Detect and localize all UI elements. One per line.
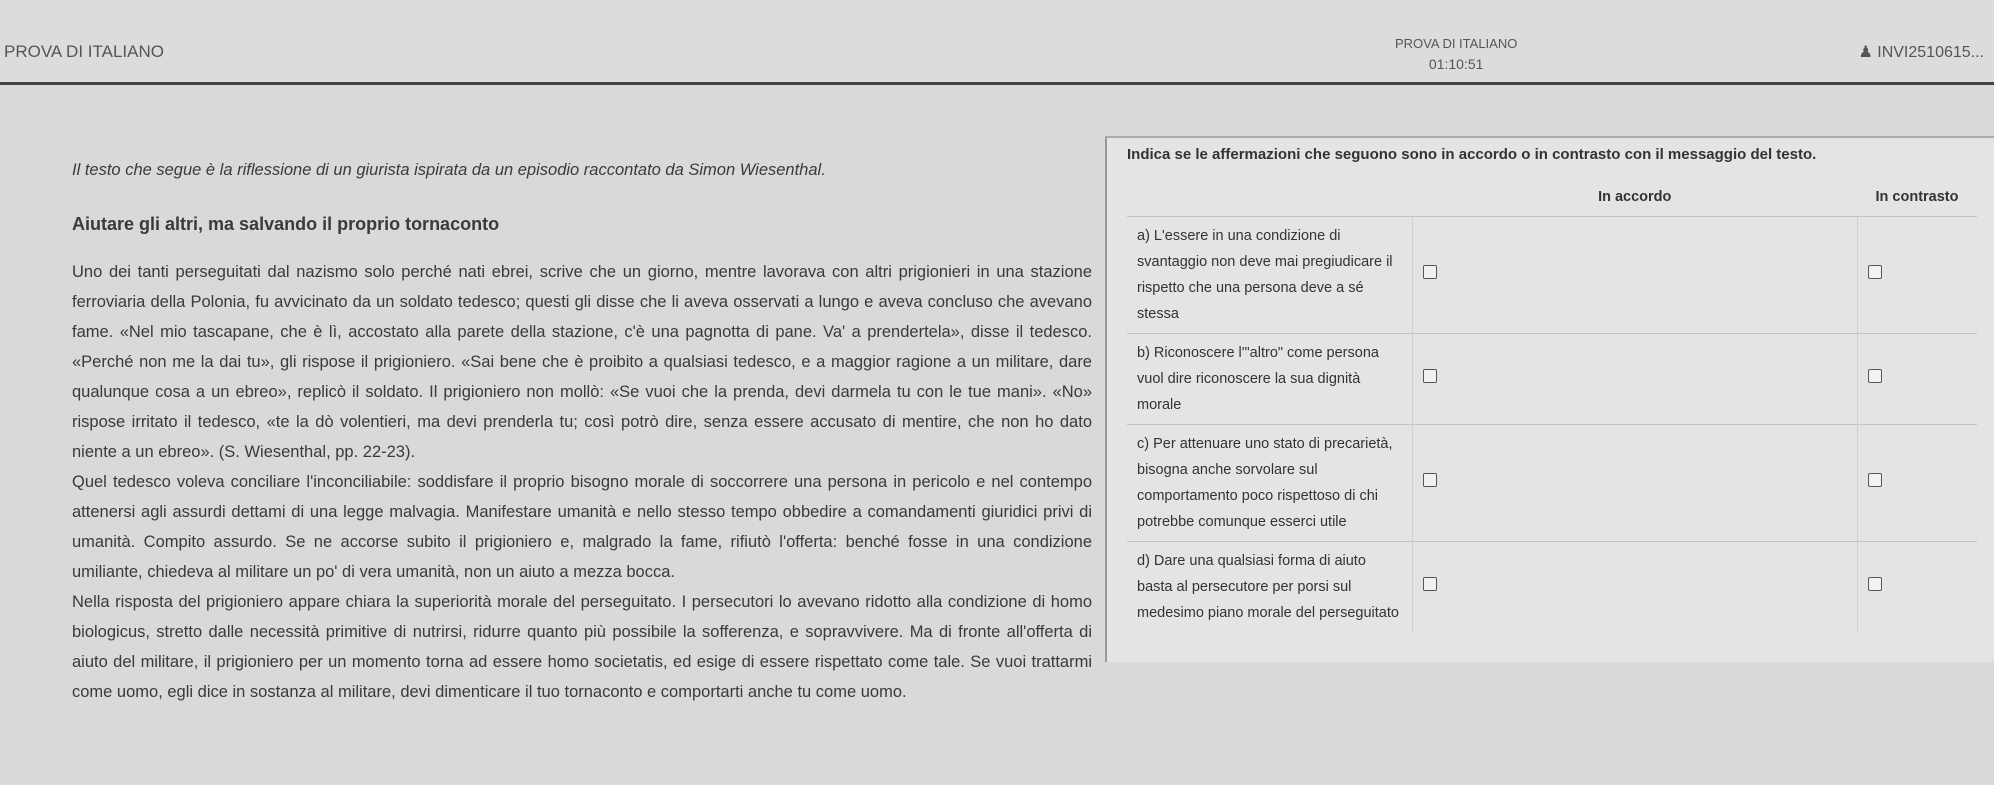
paragraph-3: Nella risposta del prigioniero appare chiara la superiorità morale del perseguitato. I persecutori lo avevano ridotto alla condizione di homo biologicus, stretto dalle necessità primitive di nutrirsi, ridurre quanto più possibile la sofferenza, e sopravvivere. Ma di fronte all'offerta di aiuto del militare, il prigioniero per un momento torna ad essere homo societatis, ed esige di essere rispettato come tale. Se vuoi trattarmi come uomo, egli dice in sostanza al militare, devi dimenticare il tuo tornaconto e comportarti anche tu come uomo.: [72, 593, 1092, 701]
timer-block: [1395, 36, 1517, 72]
paragraph-1: Uno dei tanti perseguitati dal nazismo solo perché nati ebrei, scrive che un giorno, mentre lavorava con altri prigionieri in una stazione ferroviaria della Polonia, fu avvicinato da un soldato tedesco; questi gli disse che li aveva osservati a lungo e aveva concluso che avevano fame. «Nel mio tascapane, che è lì, accostato alla parete della stazione, c'è una pagnotta di pane. Va' a prendertela», disse il tedesco. «Perché non me la dai tu», gli rispose il prigioniero. «Sai bene che è proibito a qualsiasi tedesco, e a maggior ragione a un militare, dare qualunque cosa a un ebreo», replicò il soldato. Il prigioniero non mollò: «Se vuoi che la prenda, devi darmela tu con le tue mani». «No» rispose irritato il tedesco, «te la dò volentieri, ma devi prenderla tu; così potrò dire, senza essere accusato di mentire, che non ho dato niente a un ebreo». (S. Wiesenthal, pp. 22-23).: [72, 263, 1092, 461]
statement-b: b) Riconoscere l'"altro" come persona vuol dire riconoscere la sua dignità morale: [1127, 334, 1413, 425]
user-icon: ♟: [1858, 44, 1873, 61]
text-title: Aiutare gli altri, ma salvando il proprio tornaconto: [72, 214, 500, 234]
test-title: PROVA DI ITALIANO: [4, 42, 164, 61]
checkbox-a-agree[interactable]: [1423, 265, 1437, 279]
header-contrast: In contrasto: [1875, 189, 1959, 205]
table-row: [1127, 217, 1977, 334]
table-row: [1127, 542, 1977, 633]
timer: 01:10:51: [1428, 56, 1484, 72]
table-row: [1127, 425, 1977, 542]
test-name: PROVA DI ITALIANO: [1395, 36, 1518, 51]
statement-c: c) Per attenuare uno stato di precarietà, bisogna anche sorvolare sul comportamento poco rispettoso di chi potrebbe comunque esserci utile: [1127, 425, 1413, 542]
checkbox-d-agree[interactable]: [1423, 577, 1437, 591]
table-row: [1127, 334, 1977, 425]
checkbox-b-agree[interactable]: [1423, 369, 1437, 383]
question-prompt: Indica se le affermazioni che seguono sono in accordo o in contrasto con il messaggio del testo.: [1127, 146, 1817, 163]
question-panel: [1105, 136, 1994, 662]
checkbox-c-contrast[interactable]: [1868, 473, 1882, 487]
header-blank: [1127, 178, 1413, 217]
text-intro: Il testo che segue è la riflessione di un giurista ispirata da un episodio raccontato da Simon Wiesenthal.: [72, 161, 826, 179]
statement-d: d) Dare una qualsiasi forma di aiuto basta al persecutore per porsi sul medesimo piano morale del perseguitato: [1127, 542, 1413, 633]
checkbox-b-contrast[interactable]: [1868, 369, 1882, 383]
checkbox-d-contrast[interactable]: [1868, 577, 1882, 591]
reading-text: [72, 155, 1092, 707]
user-id: INVI2510615...: [1877, 44, 1984, 61]
answer-table: [1127, 178, 1977, 632]
header-agree: In accordo: [1598, 189, 1672, 205]
checkbox-a-contrast[interactable]: [1868, 265, 1882, 279]
top-bar: [0, 0, 1994, 85]
checkbox-c-agree[interactable]: [1423, 473, 1437, 487]
statement-a: a) L'essere in una condizione di svantaggio non deve mai pregiudicare il rispetto che una persona deve a sé stessa: [1127, 217, 1413, 334]
paragraph-2: Quel tedesco voleva conciliare l'inconciliabile: soddisfare il proprio bisogno morale di soccorrere una persona in pericolo e nel contempo attenersi agli assurdi dettami di una legge malvagia. Manifestare umanità e nello stesso tempo obbedire a comandamenti giuridici privi di umanità. Compito assurdo. Se ne accorse subito il prigioniero e, malgrado la fame, rifiutò l'offerta: benché fosse in una condizione umiliante, chiedeva al militare un po' di vera umanità, non un aiuto a mezza bocca.: [72, 473, 1092, 581]
user-info[interactable]: [1858, 42, 1984, 62]
